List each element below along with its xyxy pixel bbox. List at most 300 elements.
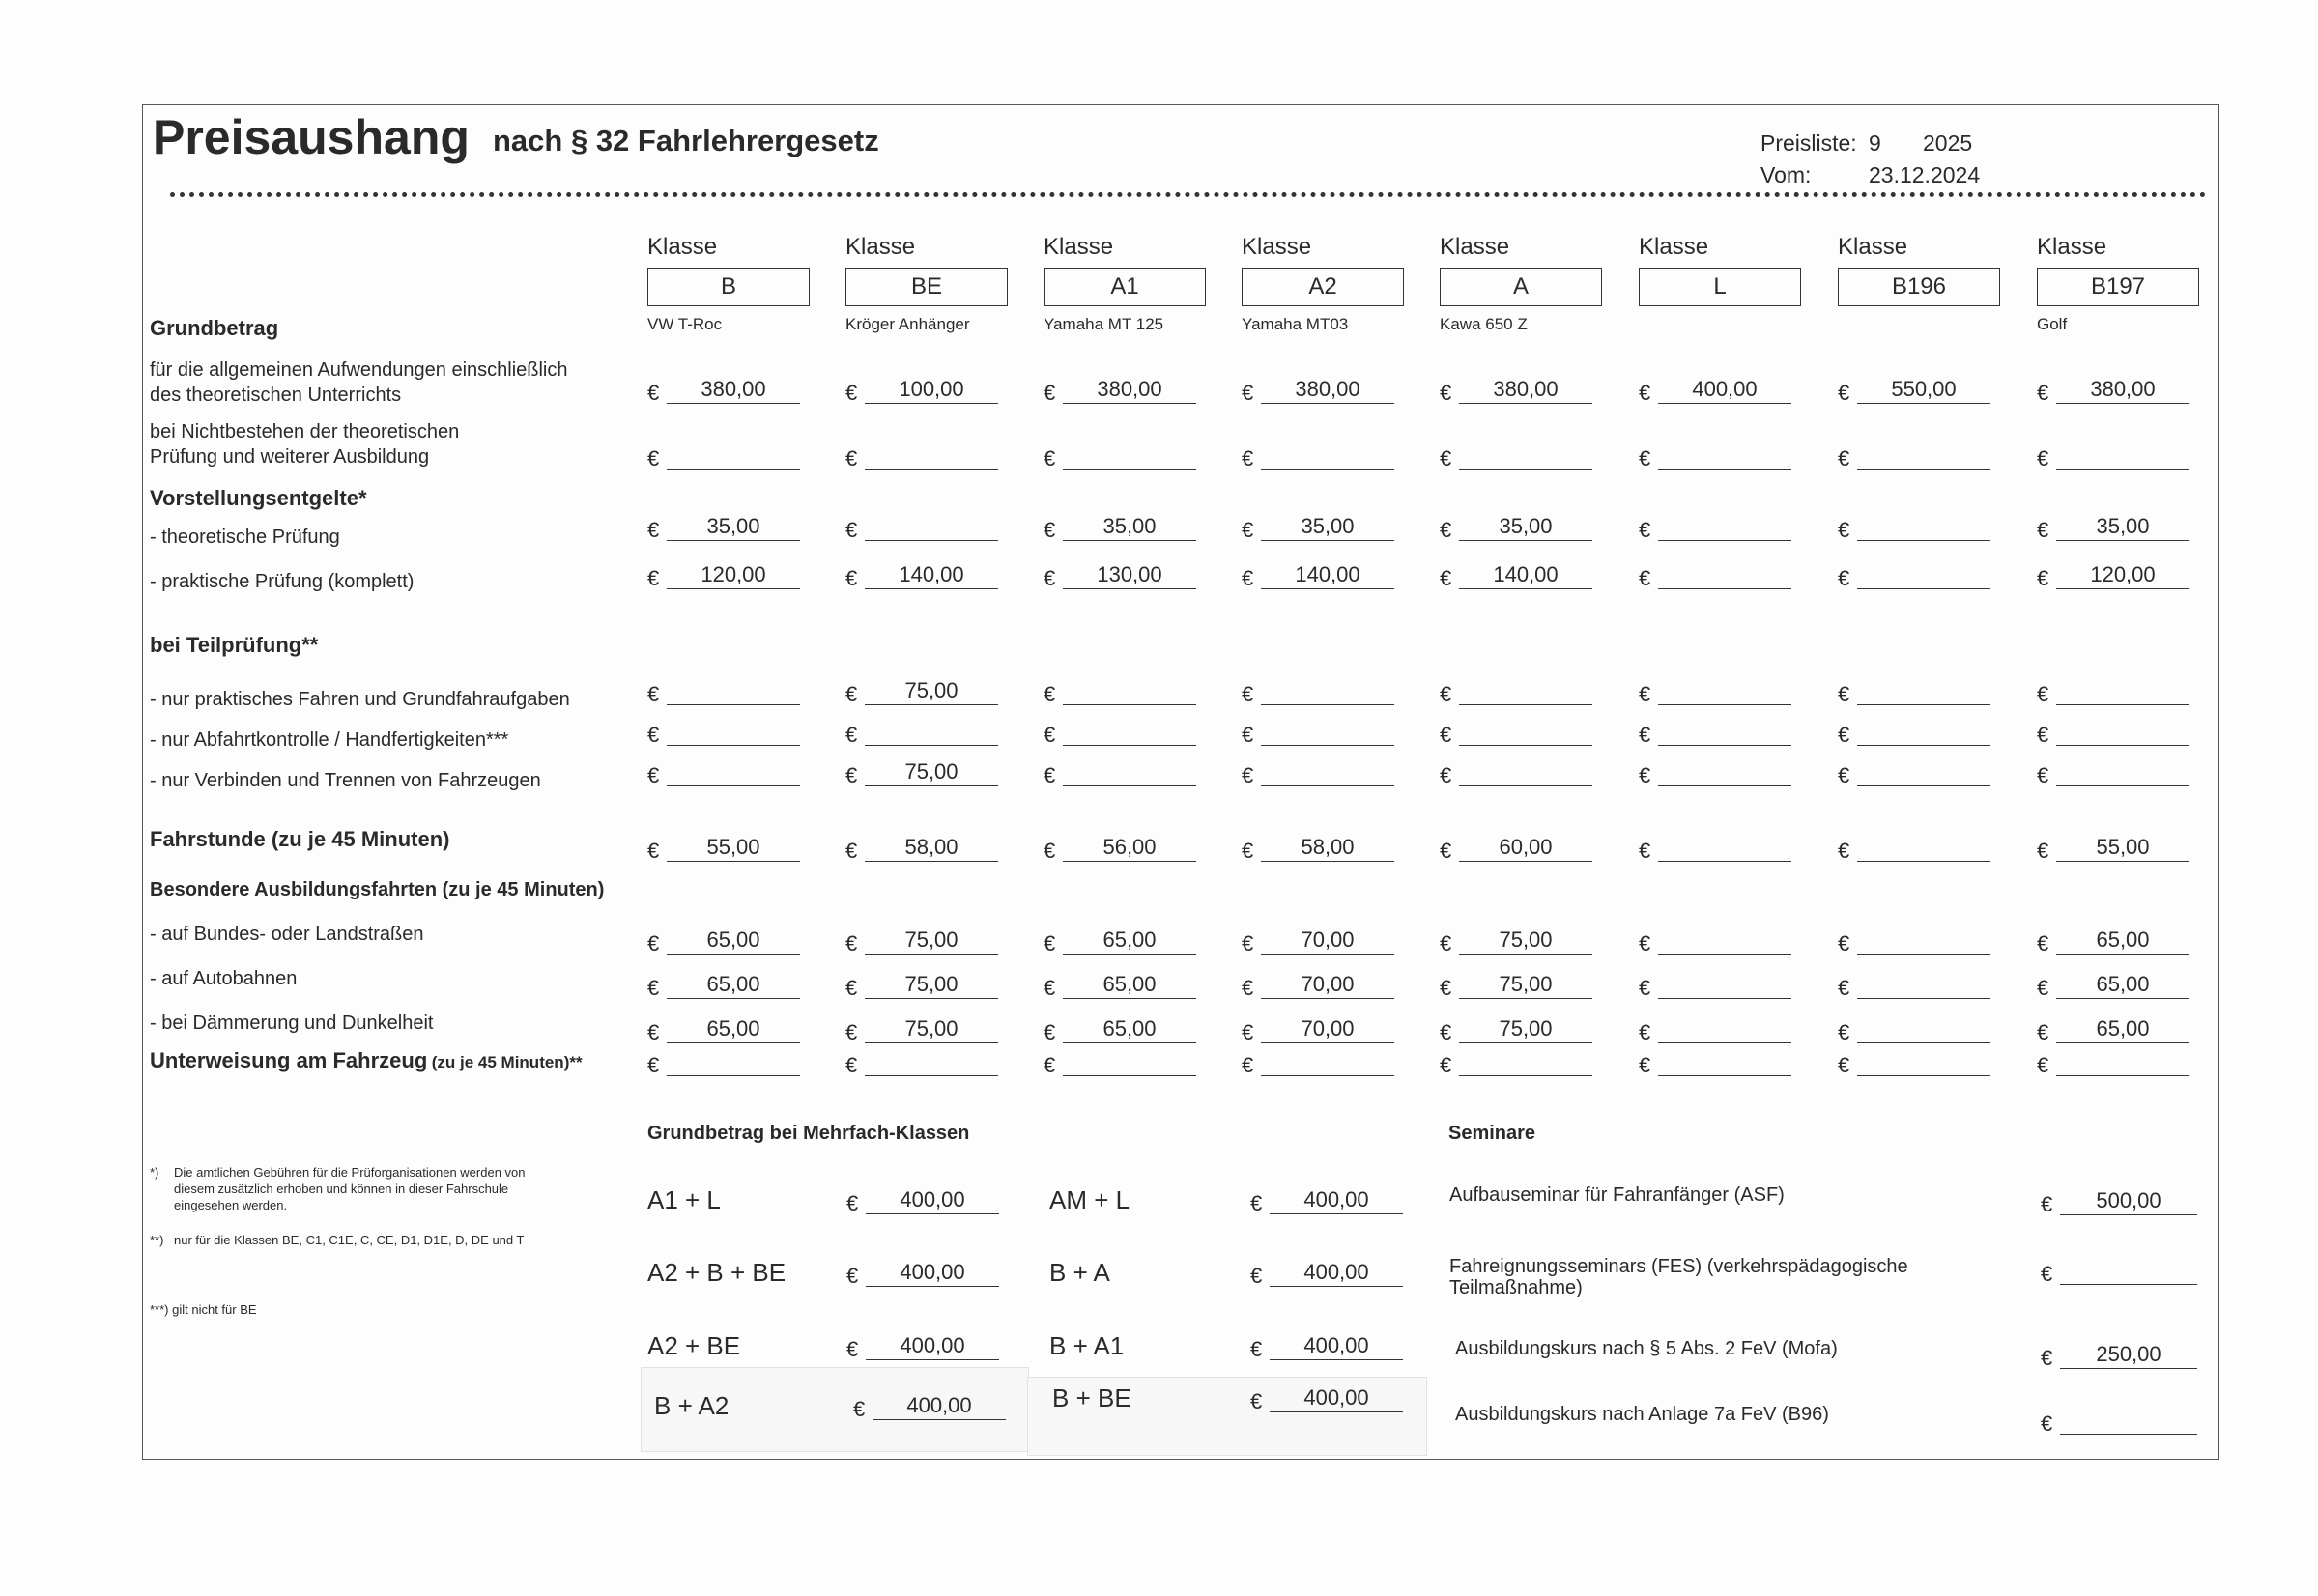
price-value: 65,00 (2056, 971, 2189, 999)
price-grundbetrag-a1 (1044, 377, 1196, 406)
price-value: 380,00 (2056, 376, 2189, 404)
price-grundbetrag-a2 (1242, 377, 1394, 406)
price-autobahn-l (1639, 972, 1791, 1001)
euro-sign: € (1250, 1191, 1263, 1215)
euro-sign: € (845, 682, 858, 706)
price-daemmerung-a1 (1044, 1016, 1196, 1045)
price-value: 65,00 (1063, 971, 1196, 999)
euro-sign: € (1242, 518, 1254, 542)
price-value: 65,00 (1063, 1015, 1196, 1043)
price-value: 75,00 (1459, 971, 1592, 999)
euro-sign: € (845, 1053, 858, 1077)
price-nichtbestehen-be (845, 442, 998, 471)
klasse-label-0: Klasse (647, 234, 718, 260)
price-value (865, 1048, 998, 1076)
price-grundbetrag-b197 (2037, 377, 2189, 406)
class-code-box-2: A1 (1044, 268, 1206, 306)
euro-sign: € (1639, 976, 1651, 1000)
price-value: 120,00 (2056, 561, 2189, 589)
price-value: 380,00 (1261, 376, 1394, 404)
price-value (2056, 718, 2189, 746)
euro-sign: € (2037, 682, 2049, 706)
euro-sign: € (1838, 566, 1850, 590)
euro-sign: € (1639, 763, 1651, 787)
price-fahrstunde-a1 (1044, 835, 1196, 864)
euro-sign: € (1838, 518, 1850, 542)
euro-sign: € (845, 976, 858, 1000)
euro-sign: € (1044, 976, 1056, 1000)
multi-class-price-7 (1250, 1385, 1403, 1414)
price-value: 400,00 (1270, 1384, 1403, 1412)
price-value: 120,00 (667, 561, 800, 589)
price-value (1857, 834, 1990, 862)
euro-sign: € (1838, 839, 1850, 863)
section-fahrstunde: Fahrstunde (zu je 45 Minuten) (150, 827, 450, 851)
euro-sign: € (1838, 1053, 1850, 1077)
euro-sign: € (1242, 566, 1254, 590)
price-value: 65,00 (2056, 926, 2189, 955)
price-fahrstunde-be (845, 835, 998, 864)
price-value (1658, 718, 1791, 746)
price-value (667, 677, 800, 705)
price-theor-a (1440, 514, 1592, 543)
price-prakt-a1 (1044, 562, 1196, 591)
price-value (1857, 971, 1990, 999)
price-value: 380,00 (1063, 376, 1196, 404)
label-allgemeine-aufwendungen: für die allgemeinen Aufwendungen einschließlich (150, 359, 568, 381)
price-value (1459, 1048, 1592, 1076)
price-value: 75,00 (1459, 926, 1592, 955)
price-value (2060, 1407, 2197, 1435)
price-teil_verbinden-b196 (1838, 759, 1990, 788)
price-value (1459, 677, 1592, 705)
multi-class-label-1: AM + L (1049, 1185, 1130, 1214)
price-teil_abfahrt-b (647, 719, 800, 748)
price-grundbetrag-l (1639, 377, 1791, 406)
euro-sign: € (1044, 931, 1056, 955)
label-nichtbestehen: bei Nichtbestehen der theoretischen (150, 421, 460, 442)
multi-class-price-2 (846, 1260, 999, 1289)
price-value: 400,00 (866, 1259, 999, 1287)
price-value (865, 718, 998, 746)
euro-sign: € (647, 1020, 660, 1044)
klasse-label-1: Klasse (845, 234, 916, 260)
euro-sign: € (845, 381, 858, 405)
price-value (1857, 926, 1990, 955)
price-teil_fahren-l (1639, 678, 1791, 707)
price-value: 58,00 (1261, 834, 1394, 862)
seminar-label-line1: Aufbauseminar für Fahranfänger (ASF) (1449, 1184, 1785, 1206)
price-prakt-b (647, 562, 800, 591)
price-value: 400,00 (866, 1186, 999, 1214)
euro-sign: € (1838, 976, 1850, 1000)
price-bundes-b197 (2037, 927, 2189, 956)
multi-class-price-4 (846, 1333, 999, 1362)
price-value (1063, 718, 1196, 746)
price-teil_abfahrt-a (1440, 719, 1592, 748)
price-value (1857, 718, 1990, 746)
euro-sign: € (1250, 1264, 1263, 1288)
price-fahrstunde-b (647, 835, 800, 864)
seminar-label-line1: Ausbildungskurs nach Anlage 7a FeV (B96) (1455, 1404, 1829, 1425)
price-teil_fahren-be (845, 678, 998, 707)
price-value (865, 513, 998, 541)
price-value: 70,00 (1261, 926, 1394, 955)
preisliste-year: 2025 (1923, 130, 1973, 156)
price-teil_verbinden-b197 (2037, 759, 2189, 788)
section-teilpruefung: bei Teilprüfung** (150, 633, 319, 657)
price-value: 75,00 (865, 677, 998, 705)
price-value: 400,00 (1270, 1259, 1403, 1287)
price-value: 65,00 (1063, 926, 1196, 955)
price-value: 380,00 (1459, 376, 1592, 404)
euro-sign: € (1440, 839, 1452, 863)
footnote-2-mark: **) (150, 1233, 164, 1247)
price-nichtbestehen-b197 (2037, 442, 2189, 471)
seminar-price-0 (2041, 1188, 2197, 1217)
price-daemmerung-a (1440, 1016, 1592, 1045)
euro-sign: € (647, 931, 660, 955)
price-value: 400,00 (1270, 1186, 1403, 1214)
euro-sign: € (1044, 839, 1056, 863)
klasse-label-3: Klasse (1242, 234, 1312, 260)
euro-sign: € (845, 723, 858, 747)
price-value: 35,00 (1063, 513, 1196, 541)
price-value (1261, 442, 1394, 470)
euro-sign: € (1639, 931, 1651, 955)
euro-sign: € (647, 566, 660, 590)
seminar-price-1 (2041, 1258, 2197, 1287)
price-value (1459, 442, 1592, 470)
label-bundesstrassen: - auf Bundes- oder Landstraßen (150, 924, 424, 945)
euro-sign: € (846, 1264, 859, 1288)
label-theoretischer-unterricht: des theoretischen Unterrichts (150, 385, 402, 406)
euro-sign: € (2037, 446, 2049, 470)
euro-sign: € (1838, 1020, 1850, 1044)
vom-label: Vom: (1760, 162, 1812, 187)
euro-sign: € (1250, 1337, 1263, 1361)
vehicle-model-4: Kawa 650 Z (1440, 315, 1528, 333)
label-praktische-pruefung: - praktische Prüfung (komplett) (150, 571, 415, 592)
price-teil_verbinden-l (1639, 759, 1791, 788)
price-bundes-b (647, 927, 800, 956)
price-value (1063, 677, 1196, 705)
price-autobahn-a1 (1044, 972, 1196, 1001)
price-value: 75,00 (865, 926, 998, 955)
price-value (1063, 758, 1196, 786)
euro-sign: € (1044, 763, 1056, 787)
euro-sign: € (1440, 381, 1452, 405)
multi-class-label-3: B + A (1049, 1258, 1110, 1287)
price-value: 140,00 (865, 561, 998, 589)
label-teil-abfahrtkontrolle: - nur Abfahrtkontrolle / Handfertigkeiten*** (150, 729, 509, 751)
price-value: 65,00 (2056, 1015, 2189, 1043)
price-daemmerung-b196 (1838, 1016, 1990, 1045)
price-unterweisung-b196 (1838, 1049, 1990, 1078)
price-fahrstunde-a2 (1242, 835, 1394, 864)
price-unterweisung-a2 (1242, 1049, 1394, 1078)
vehicle-model-2: Yamaha MT 125 (1044, 315, 1164, 333)
vehicle-model-1: Kröger Anhänger (845, 315, 970, 333)
euro-sign: € (845, 1020, 858, 1044)
section-grundbetrag: Grundbetrag (150, 316, 279, 340)
price-value (2060, 1257, 2197, 1285)
price-value: 35,00 (1261, 513, 1394, 541)
seminar-label-2 (1455, 1338, 1838, 1359)
price-value: 400,00 (873, 1392, 1006, 1420)
header-divider (170, 192, 2207, 197)
seminare-heading: Seminare (1448, 1123, 1536, 1144)
class-code-box-7: B197 (2037, 268, 2199, 306)
price-autobahn-a (1440, 972, 1592, 1001)
price-fahrstunde-b197 (2037, 835, 2189, 864)
euro-sign: € (2041, 1192, 2053, 1216)
multi-class-heading: Grundbetrag bei Mehrfach-Klassen (647, 1123, 970, 1144)
euro-sign: € (1440, 1053, 1452, 1077)
price-fahrstunde-l (1639, 835, 1791, 864)
price-teil_abfahrt-b196 (1838, 719, 1990, 748)
multi-class-price-0 (846, 1187, 999, 1216)
euro-sign: € (2037, 1053, 2049, 1077)
price-prakt-a (1440, 562, 1592, 591)
price-value: 400,00 (866, 1332, 999, 1360)
price-value (1261, 718, 1394, 746)
euro-sign: € (2037, 763, 2049, 787)
price-unterweisung-b197 (2037, 1049, 2189, 1078)
price-bundes-a (1440, 927, 1592, 956)
euro-sign: € (853, 1397, 866, 1421)
euro-sign: € (845, 518, 858, 542)
price-value (1459, 718, 1592, 746)
unterweisung-duration: (zu je 45 Minuten)** (431, 1053, 583, 1071)
euro-sign: € (1044, 1053, 1056, 1077)
price-value (1857, 442, 1990, 470)
price-bundes-be (845, 927, 998, 956)
price-value (1658, 677, 1791, 705)
multi-class-label-7: B + BE (1052, 1383, 1131, 1412)
euro-sign: € (2037, 1020, 2049, 1044)
price-value (1658, 561, 1791, 589)
footnote-1-mark: *) (150, 1165, 159, 1180)
price-prakt-a2 (1242, 562, 1394, 591)
label-weitere-ausbildung: Prüfung und weiterer Ausbildung (150, 446, 430, 468)
price-teil_abfahrt-a1 (1044, 719, 1196, 748)
price-value (1261, 1048, 1394, 1076)
price-prakt-b196 (1838, 562, 1990, 591)
price-value (667, 442, 800, 470)
price-bundes-a1 (1044, 927, 1196, 956)
class-code-box-6: B196 (1838, 268, 2000, 306)
price-teil_fahren-a1 (1044, 678, 1196, 707)
euro-sign: € (1639, 381, 1651, 405)
label-autobahnen: - auf Autobahnen (150, 968, 298, 989)
seminar-label-line1: Ausbildungskurs nach § 5 Abs. 2 FeV (Mofa) (1455, 1338, 1838, 1359)
price-value (1857, 758, 1990, 786)
footnote-3: ***) gilt nicht für BE (150, 1302, 257, 1317)
klasse-label-2: Klasse (1044, 234, 1114, 260)
price-value: 400,00 (1658, 376, 1791, 404)
euro-sign: € (1044, 518, 1056, 542)
price-daemmerung-be (845, 1016, 998, 1045)
euro-sign: € (1639, 1020, 1651, 1044)
seminar-label-3 (1455, 1404, 1829, 1425)
price-unterweisung-a (1440, 1049, 1592, 1078)
price-value: 60,00 (1459, 834, 1592, 862)
price-teil_verbinden-a1 (1044, 759, 1196, 788)
price-unterweisung-a1 (1044, 1049, 1196, 1078)
price-value: 75,00 (865, 971, 998, 999)
euro-sign: € (1639, 1053, 1651, 1077)
price-autobahn-b (647, 972, 800, 1001)
euro-sign: € (845, 931, 858, 955)
price-value: 75,00 (865, 758, 998, 786)
vehicle-model-3: Yamaha MT03 (1242, 315, 1349, 333)
euro-sign: € (1044, 381, 1056, 405)
seminar-price-3 (2041, 1408, 2197, 1437)
price-autobahn-b196 (1838, 972, 1990, 1001)
klasse-label-5: Klasse (1639, 234, 1709, 260)
price-value: 35,00 (667, 513, 800, 541)
class-code-box-5: L (1639, 268, 1801, 306)
price-fahrstunde-b196 (1838, 835, 1990, 864)
price-value (667, 718, 800, 746)
price-nichtbestehen-l (1639, 442, 1791, 471)
euro-sign: € (846, 1191, 859, 1215)
euro-sign: € (1440, 976, 1452, 1000)
price-daemmerung-a2 (1242, 1016, 1394, 1045)
multi-class-price-1 (1250, 1187, 1403, 1216)
price-bundes-a2 (1242, 927, 1394, 956)
euro-sign: € (1838, 446, 1850, 470)
price-value: 55,00 (667, 834, 800, 862)
euro-sign: € (647, 446, 660, 470)
euro-sign: € (647, 518, 660, 542)
price-value (667, 1048, 800, 1076)
price-value: 140,00 (1261, 561, 1394, 589)
vom-date: 23.12.2024 (1869, 162, 1981, 187)
multi-class-price-5 (1250, 1333, 1403, 1362)
euro-sign: € (2037, 931, 2049, 955)
footnote-2: nur für die Klassen BE, C1, C1E, C, CE, D1, D1E, D, DE und T (174, 1233, 525, 1247)
price-teil_fahren-b196 (1838, 678, 1990, 707)
price-value (1857, 677, 1990, 705)
price-teil_abfahrt-l (1639, 719, 1791, 748)
price-bundes-l (1639, 927, 1791, 956)
price-grundbetrag-a (1440, 377, 1592, 406)
euro-sign: € (647, 763, 660, 787)
price-value (1658, 758, 1791, 786)
price-value: 380,00 (667, 376, 800, 404)
euro-sign: € (1242, 446, 1254, 470)
price-grundbetrag-b196 (1838, 377, 1990, 406)
euro-sign: € (1838, 931, 1850, 955)
euro-sign: € (2041, 1346, 2053, 1370)
price-value: 58,00 (865, 834, 998, 862)
euro-sign: € (845, 446, 858, 470)
label-teil-fahren: - nur praktisches Fahren und Grundfahraufgaben (150, 689, 570, 710)
euro-sign: € (1440, 763, 1452, 787)
price-fahrstunde-a (1440, 835, 1592, 864)
price-unterweisung-b (647, 1049, 800, 1078)
euro-sign: € (1242, 931, 1254, 955)
euro-sign: € (1242, 763, 1254, 787)
price-value: 100,00 (865, 376, 998, 404)
euro-sign: € (845, 763, 858, 787)
price-value (865, 442, 998, 470)
euro-sign: € (1044, 723, 1056, 747)
euro-sign: € (1440, 931, 1452, 955)
euro-sign: € (2037, 518, 2049, 542)
euro-sign: € (1242, 1053, 1254, 1077)
euro-sign: € (1044, 1020, 1056, 1044)
multi-class-label-4: A2 + BE (647, 1331, 741, 1360)
price-teil_abfahrt-be (845, 719, 998, 748)
class-code-box-4: A (1440, 268, 1602, 306)
price-value: 35,00 (2056, 513, 2189, 541)
price-unterweisung-l (1639, 1049, 1791, 1078)
multi-class-label-5: B + A1 (1049, 1331, 1125, 1360)
unterweisung-label: Unterweisung am Fahrzeug (150, 1048, 428, 1072)
price-nichtbestehen-a (1440, 442, 1592, 471)
price-teil_fahren-b (647, 678, 800, 707)
euro-sign: € (1242, 682, 1254, 706)
seminar-label-1 (1449, 1256, 1908, 1298)
price-value (1658, 1015, 1791, 1043)
price-prakt-l (1639, 562, 1791, 591)
class-code-box-0: B (647, 268, 810, 306)
euro-sign: € (647, 381, 660, 405)
section-vorstellungsentgelte: Vorstellungsentgelte* (150, 486, 367, 510)
price-autobahn-a2 (1242, 972, 1394, 1001)
price-value (1063, 1048, 1196, 1076)
price-value (1857, 1048, 1990, 1076)
label-daemmerung: - bei Dämmerung und Dunkelheit (150, 1012, 434, 1034)
euro-sign: € (647, 976, 660, 1000)
price-value: 130,00 (1063, 561, 1196, 589)
price-value (1857, 1015, 1990, 1043)
seminar-price-2 (2041, 1342, 2197, 1371)
euro-sign: € (2037, 381, 2049, 405)
euro-sign: € (1639, 682, 1651, 706)
euro-sign: € (846, 1337, 859, 1361)
price-teil_verbinden-a (1440, 759, 1592, 788)
price-unterweisung-be (845, 1049, 998, 1078)
price-theor-be (845, 514, 998, 543)
euro-sign: € (1838, 723, 1850, 747)
page-title: Preisaushang (153, 110, 470, 164)
multi-class-price-3 (1250, 1260, 1403, 1289)
label-theoretische-pruefung: - theoretische Prüfung (150, 527, 340, 548)
multi-class-label-6: B + A2 (654, 1391, 730, 1420)
euro-sign: € (1044, 446, 1056, 470)
price-value: 140,00 (1459, 561, 1592, 589)
euro-sign: € (1639, 566, 1651, 590)
price-theor-a1 (1044, 514, 1196, 543)
price-prakt-be (845, 562, 998, 591)
vehicle-model-0: VW T-Roc (647, 315, 723, 333)
euro-sign: € (1440, 1020, 1452, 1044)
euro-sign: € (1242, 839, 1254, 863)
euro-sign: € (2041, 1262, 2053, 1286)
footnote-1: Die amtlichen Gebühren für die Prüforganisationen werden von diesem zusätzlich erhoben und können in dieser Fahrschule eingesehen werden. (174, 1165, 526, 1212)
price-value (1658, 834, 1791, 862)
price-value: 65,00 (667, 1015, 800, 1043)
euro-sign: € (1639, 518, 1651, 542)
price-value: 75,00 (1459, 1015, 1592, 1043)
euro-sign: € (1440, 566, 1452, 590)
price-theor-a2 (1242, 514, 1394, 543)
price-daemmerung-b (647, 1016, 800, 1045)
